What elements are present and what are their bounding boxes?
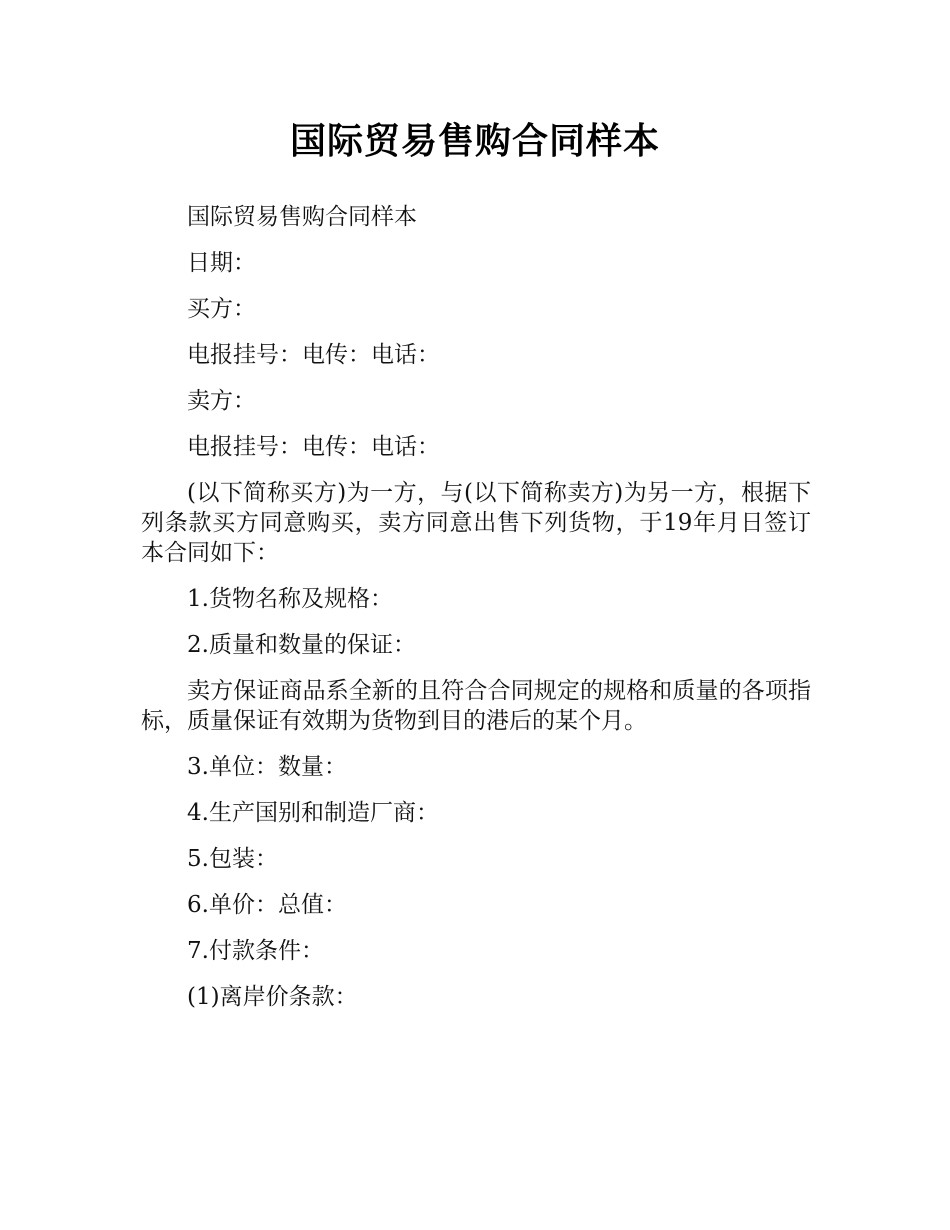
subtitle-paragraph: 国际贸易售购合同样本 [187, 204, 417, 230]
quality-guarantee-paragraph: 卖方保证商品系全新的且符合合同规定的规格和质量的各项指标，质量保证有效期为货物到目的港后的某个月。 [141, 678, 811, 734]
buyer-contact-line: 电报挂号：电传：电话： [187, 342, 440, 368]
clause-payment-terms: 7.付款条件： [187, 938, 324, 964]
clause-goods-name: 1.货物名称及规格： [187, 586, 393, 612]
seller-contact-line: 电报挂号：电传：电话： [187, 434, 440, 460]
agreement-paragraph: (以下简称买方)为一方，与(以下简称卖方)为另一方，根据下列条款买方同意购买，卖方同意出售下列货物，于19年月日签订本合同如下： [141, 480, 811, 566]
buyer-line: 买方： [187, 296, 256, 322]
document-body [141, 202, 811, 1028]
seller-line: 卖方： [187, 388, 256, 414]
clause-price-total: 6.单价：总值： [187, 892, 347, 918]
clause-unit-quantity: 3.单位：数量： [187, 754, 347, 780]
clause-packing: 5.包装： [187, 846, 278, 872]
document-title: 国际贸易售购合同样本 [289, 121, 660, 162]
clause-origin-manufacturer: 4.生产国别和制造厂商： [187, 800, 439, 826]
date-line: 日期： [187, 250, 256, 276]
clause-quality-guarantee: 2.质量和数量的保证： [187, 632, 416, 658]
clause-fob-terms: (1)离岸价条款： [187, 984, 358, 1010]
